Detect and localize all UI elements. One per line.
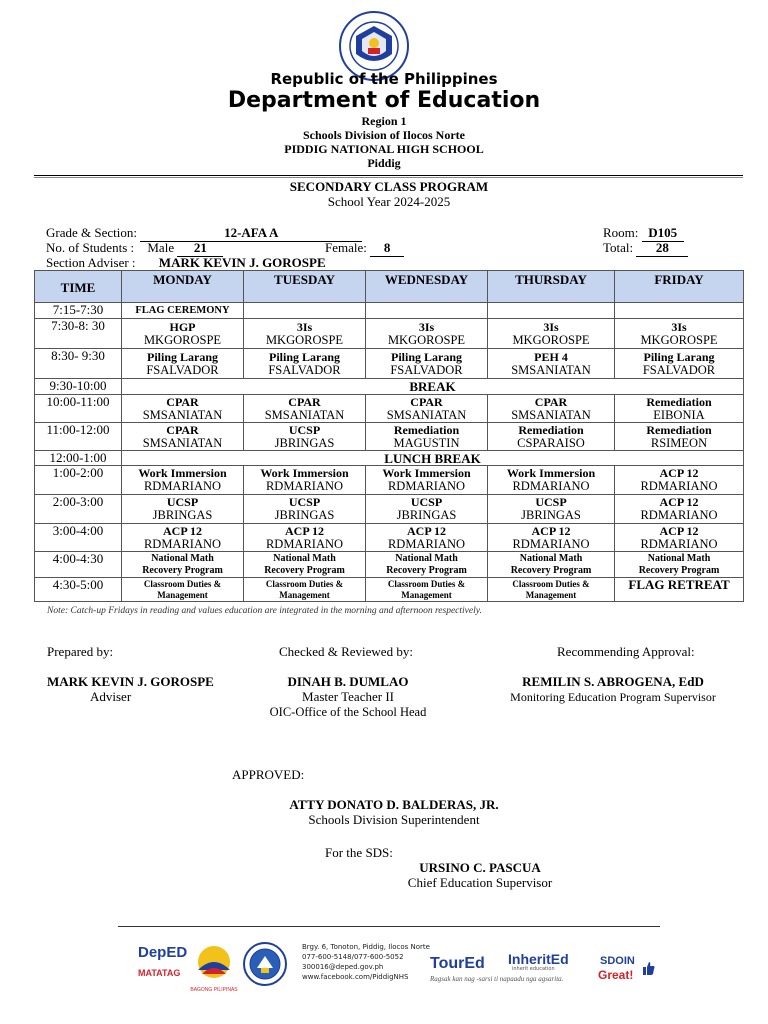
col-wednesday: WEDNESDAY xyxy=(366,271,488,303)
recommending-title: Monitoring Education Program Supervisor xyxy=(510,690,716,704)
class-cell xyxy=(366,349,488,379)
class-cell xyxy=(366,466,488,495)
header-divider-2 xyxy=(34,177,743,178)
teacher-label: SMSANIATAN xyxy=(264,407,345,422)
subject-label: Remediation xyxy=(646,394,712,409)
table-row xyxy=(35,395,744,423)
subject-label: Remediation xyxy=(393,422,460,437)
flag-ceremony-cell xyxy=(122,303,244,319)
teacher-label: RSIMEON xyxy=(650,435,708,450)
prepared-name: MARK KEVIN J. GOROSPE xyxy=(47,674,214,689)
class-cell xyxy=(615,423,744,451)
teacher-label: FSALVADOR xyxy=(268,362,341,377)
teacher-label: MKGOROSPE xyxy=(512,332,590,347)
teacher-label: JBRINGAS xyxy=(274,508,335,522)
sds-title: Chief Education Supervisor xyxy=(407,875,553,890)
program-label-2: Recovery Program xyxy=(264,564,345,576)
teacher-label: RDMARIANO xyxy=(640,508,718,522)
deped-matatag-logo xyxy=(138,944,188,990)
footer-email: 300016@deped.gov.ph xyxy=(302,963,384,971)
table-row xyxy=(35,303,744,319)
table-row xyxy=(35,552,744,578)
time-cell: 4:30-5:00 xyxy=(35,578,122,602)
school-seal-icon xyxy=(243,942,287,986)
program-title: SECONDARY CLASS PROGRAM xyxy=(289,179,489,194)
teacher-label: RDMARIANO xyxy=(143,479,222,493)
subject-label: HGP xyxy=(169,319,196,334)
subject-label: UCSP xyxy=(288,422,321,437)
male-value: 21 xyxy=(177,240,223,257)
subject-label: UCSP xyxy=(288,495,321,509)
table-row xyxy=(35,524,744,552)
schedule-table xyxy=(34,270,744,602)
time-cell: 3:00-4:00 xyxy=(35,524,122,552)
teacher-label: SMSANIATAN xyxy=(386,407,467,422)
subject-label: ACP 12 xyxy=(163,523,202,538)
class-cell xyxy=(244,552,366,578)
class-cell xyxy=(244,395,366,423)
class-cell xyxy=(122,349,244,379)
table-row xyxy=(35,379,744,395)
class-cell xyxy=(615,349,744,379)
note-text: Note: Catch-up Fridays in reading and values education are integrated in the morning and afternoon respectively. xyxy=(47,606,482,616)
time-cell: 12:00-1:00 xyxy=(35,451,122,466)
time-cell: 9:30-10:00 xyxy=(35,379,122,395)
class-cell xyxy=(122,466,244,495)
teacher-label: MKGOROSPE xyxy=(387,332,466,347)
program-label-1: National Math xyxy=(273,552,336,564)
table-row xyxy=(35,423,744,451)
footer-contact xyxy=(302,942,430,982)
subject-label: Piling Larang xyxy=(643,349,715,364)
subject-label: UCSP xyxy=(535,495,567,509)
teacher-label: MKGOROSPE xyxy=(143,332,222,347)
room-value: D105 xyxy=(642,225,684,242)
total-row xyxy=(603,240,688,257)
class-cell xyxy=(366,319,488,349)
subject-label: Work Immersion xyxy=(506,466,596,480)
subject-label: ACP 12 xyxy=(659,495,699,509)
class-cell xyxy=(122,423,244,451)
subject-label: CPAR xyxy=(534,394,568,409)
flag-ceremony-label: FLAG CEREMONY xyxy=(135,305,230,316)
subject-label: Piling Larang xyxy=(268,349,340,364)
empty-cell xyxy=(244,303,366,319)
bagong-pilipinas-icon xyxy=(190,944,238,980)
town-line: Piddig xyxy=(367,156,401,170)
subject-label: CPAR xyxy=(166,394,199,409)
teacher-label: JBRINGAS xyxy=(152,508,213,522)
total-label: Total: xyxy=(603,240,634,255)
bagong-pilipinas-logo xyxy=(190,944,238,993)
header-divider xyxy=(34,175,743,176)
lunch-cell: LUNCH BREAK xyxy=(122,451,744,466)
col-tuesday: TUESDAY xyxy=(244,271,366,303)
thumbs-up-icon xyxy=(641,960,655,976)
approved-label: APPROVED: xyxy=(232,767,305,782)
time-cell: 8:30- 9:30 xyxy=(35,349,122,379)
male-label: Male xyxy=(147,240,175,255)
class-cell xyxy=(615,495,744,524)
duties-label-2: Management xyxy=(279,589,330,600)
class-cell xyxy=(488,319,615,349)
subject-label: 3Is xyxy=(418,319,435,334)
empty-cell xyxy=(366,303,488,319)
break-cell: BREAK xyxy=(122,379,744,395)
teacher-label: MKGOROSPE xyxy=(640,332,718,347)
teacher-label: RDMARIANO xyxy=(387,536,466,551)
teacher-label: EIBONIA xyxy=(653,407,705,422)
footer-address: Brgy. 6, Tonoton, Piddig, Ilocos Norte xyxy=(302,943,430,951)
subject-label: ACP 12 xyxy=(285,523,324,538)
teacher-label: MKGOROSPE xyxy=(265,332,344,347)
class-cell xyxy=(488,466,615,495)
teacher-label: FSALVADOR xyxy=(642,362,716,377)
time-cell: 10:00-11:00 xyxy=(35,395,122,423)
class-cell xyxy=(122,552,244,578)
teacher-label: FSALVADOR xyxy=(146,362,219,377)
class-cell xyxy=(366,524,488,552)
subject-label: 3Is xyxy=(671,319,687,334)
teacher-label: RDMARIANO xyxy=(265,479,344,493)
duties-label-2: Management xyxy=(401,589,452,600)
tagline: Ragsak kan nag -sarsi ti napaadu nga agsarita. xyxy=(430,975,564,983)
table-row xyxy=(35,466,744,495)
recommending-name: REMILIN S. ABROGENA, EdD xyxy=(522,674,704,689)
program-label-1: National Math xyxy=(647,552,711,564)
footer-phone: 077-600-5148/077-600-5052 xyxy=(302,953,404,961)
time-cell: 4:00-4:30 xyxy=(35,552,122,578)
class-cell xyxy=(122,319,244,349)
time-cell: 2:00-3:00 xyxy=(35,495,122,524)
subject-label: ACP 12 xyxy=(659,466,699,480)
class-cell xyxy=(244,319,366,349)
school-line: PIDDIG NATIONAL HIGH SCHOOL xyxy=(284,142,484,156)
teacher-label: JBRINGAS xyxy=(521,508,581,522)
empty-cell xyxy=(488,303,615,319)
subject-label: ACP 12 xyxy=(531,523,571,538)
time-cell: 7:30-8: 30 xyxy=(35,319,122,349)
prepared-label: Prepared by: xyxy=(47,644,114,659)
time-cell: 11:00-12:00 xyxy=(35,423,122,451)
subject-label: ACP 12 xyxy=(407,523,446,538)
room-label: Room: xyxy=(603,225,639,240)
female-value: 8 xyxy=(370,240,404,257)
class-cell xyxy=(615,524,744,552)
subject-label: UCSP xyxy=(410,495,443,509)
checked-name: DINAH B. DUMLAO xyxy=(287,674,409,689)
adviser-value: MARK KEVIN J. GOROSPE xyxy=(139,255,429,272)
female-label: Female: xyxy=(325,240,367,255)
checked-title-1: Master Teacher II xyxy=(302,689,394,704)
class-cell xyxy=(122,578,244,602)
table-row xyxy=(35,319,744,349)
teacher-label: FSALVADOR xyxy=(390,362,463,377)
teacher-label: SMSANIATAN xyxy=(511,362,591,377)
program-label-1: National Math xyxy=(151,552,214,564)
teacher-label: JBRINGAS xyxy=(396,508,457,522)
subject-label: Piling Larang xyxy=(390,349,462,364)
teacher-label: RDMARIANO xyxy=(640,536,718,551)
program-label-2: Recovery Program xyxy=(142,564,223,576)
class-cell xyxy=(488,423,615,451)
program-label-2: Recovery Program xyxy=(638,564,720,576)
teacher-label: SMSANIATAN xyxy=(142,407,223,422)
class-cell xyxy=(366,423,488,451)
class-cell xyxy=(488,524,615,552)
time-cell: 7:15-7:30 xyxy=(35,303,122,319)
bagong-text: BAGONG PILIPINAS xyxy=(190,987,238,993)
class-cell xyxy=(244,578,366,602)
adviser-label: Section Adviser : xyxy=(46,255,136,270)
sdoin-logo: SDOIN xyxy=(600,955,635,967)
inherited-logo: InheritEd xyxy=(508,951,569,967)
subject-label: 3Is xyxy=(543,319,559,334)
subject-label: CPAR xyxy=(166,422,199,437)
table-row xyxy=(35,578,744,602)
duties-label-1: Classroom Duties & xyxy=(143,578,222,589)
subject-label: ACP 12 xyxy=(659,523,699,538)
teacher-label: RDMARIANO xyxy=(512,479,590,493)
subject-label: Piling Larang xyxy=(146,349,218,364)
approved-name: ATTY DONATO D. BALDERAS, JR. xyxy=(289,797,499,812)
duties-label-2: Management xyxy=(157,589,208,600)
checked-label: Checked & Reviewed by: xyxy=(279,644,413,659)
sds-label: For the SDS: xyxy=(325,845,393,860)
department-title: Department of Education xyxy=(227,88,541,113)
inherited-sub: inherit education xyxy=(512,966,555,972)
col-thursday: THURSDAY xyxy=(488,271,615,303)
teacher-label: RDMARIANO xyxy=(640,479,718,493)
teacher-label: SMSANIATAN xyxy=(511,407,591,422)
duties-label-1: Classroom Duties & xyxy=(265,578,344,589)
matatag-text: MATATAG xyxy=(138,968,181,978)
approved-title: Schools Division Superintendent xyxy=(308,812,480,827)
region-line: Region 1 xyxy=(361,114,407,128)
class-cell xyxy=(488,578,615,602)
school-year: School Year 2024-2025 xyxy=(327,194,451,209)
teacher-label: RDMARIANO xyxy=(512,536,590,551)
class-cell xyxy=(488,495,615,524)
table-row xyxy=(35,495,744,524)
class-cell xyxy=(615,552,744,578)
subject-label: Work Immersion xyxy=(138,466,227,480)
class-cell xyxy=(244,466,366,495)
program-label-2: Recovery Program xyxy=(510,564,592,576)
empty-cell xyxy=(615,303,744,319)
toured-logo: TourEd xyxy=(430,955,485,972)
flag-retreat-cell: FLAG RETREAT xyxy=(615,578,744,602)
students-label: No. of Students : xyxy=(46,240,135,255)
teacher-label: SMSANIATAN xyxy=(142,435,223,450)
teacher-label: RDMARIANO xyxy=(265,536,344,551)
footer-divider xyxy=(118,926,660,927)
program-label-1: National Math xyxy=(519,552,583,564)
col-monday: MONDAY xyxy=(122,271,244,303)
program-label-2: Recovery Program xyxy=(386,564,467,576)
class-cell xyxy=(615,319,744,349)
class-cell xyxy=(244,524,366,552)
great-text: Great! xyxy=(598,968,634,982)
deped-logo-text: DepED xyxy=(138,944,188,961)
subject-label: CPAR xyxy=(288,394,321,409)
division-line: Schools Division of Ilocos Norte xyxy=(303,128,465,142)
subject-label: Remediation xyxy=(646,422,712,437)
class-cell xyxy=(366,495,488,524)
subject-label: Work Immersion xyxy=(260,466,349,480)
teacher-label: MAGUSTIN xyxy=(393,435,460,450)
sds-name: URSINO C. PASCUA xyxy=(419,860,541,875)
col-friday: FRIDAY xyxy=(615,271,744,303)
subject-label: 3Is xyxy=(296,319,313,334)
duties-label-1: Classroom Duties & xyxy=(512,578,590,589)
program-label-1: National Math xyxy=(395,552,458,564)
duties-label-2: Management xyxy=(525,589,577,600)
class-cell xyxy=(122,495,244,524)
class-cell xyxy=(488,349,615,379)
grade-label: Grade & Section: xyxy=(46,225,137,240)
teacher-label: RDMARIANO xyxy=(143,536,222,551)
total-value: 28 xyxy=(636,240,688,257)
subject-label: Remediation xyxy=(518,422,584,437)
class-cell xyxy=(122,524,244,552)
checked-title-2: OIC-Office of the School Head xyxy=(269,705,427,719)
class-cell xyxy=(615,395,744,423)
teacher-label: CSPARAISO xyxy=(517,435,585,450)
class-cell xyxy=(244,423,366,451)
subject-label: Work Immersion xyxy=(382,466,471,480)
class-cell xyxy=(488,395,615,423)
class-cell xyxy=(615,466,744,495)
duties-label-1: Classroom Duties & xyxy=(387,578,466,589)
footer-facebook: www.facebook.com/PiddigNHS xyxy=(302,973,409,981)
table-header-row xyxy=(35,271,744,303)
subject-label: PEH 4 xyxy=(534,349,568,364)
class-cell xyxy=(366,552,488,578)
grade-value: 12-AFA A xyxy=(140,225,362,242)
table-row xyxy=(35,349,744,379)
class-cell xyxy=(244,495,366,524)
col-time: TIME xyxy=(35,271,122,303)
class-cell xyxy=(488,552,615,578)
teacher-label: RDMARIANO xyxy=(387,479,466,493)
class-cell xyxy=(366,395,488,423)
teacher-label: JBRINGAS xyxy=(274,435,335,450)
subject-label: UCSP xyxy=(166,495,199,509)
class-cell xyxy=(244,349,366,379)
recommending-label: Recommending Approval: xyxy=(557,644,695,659)
time-cell: 1:00-2:00 xyxy=(35,466,122,495)
subject-label: CPAR xyxy=(410,394,443,409)
class-cell xyxy=(366,578,488,602)
republic-line: Republic of the Philippines xyxy=(270,70,498,88)
class-cell xyxy=(122,395,244,423)
table-row xyxy=(35,451,744,466)
prepared-title: Adviser xyxy=(90,689,132,704)
